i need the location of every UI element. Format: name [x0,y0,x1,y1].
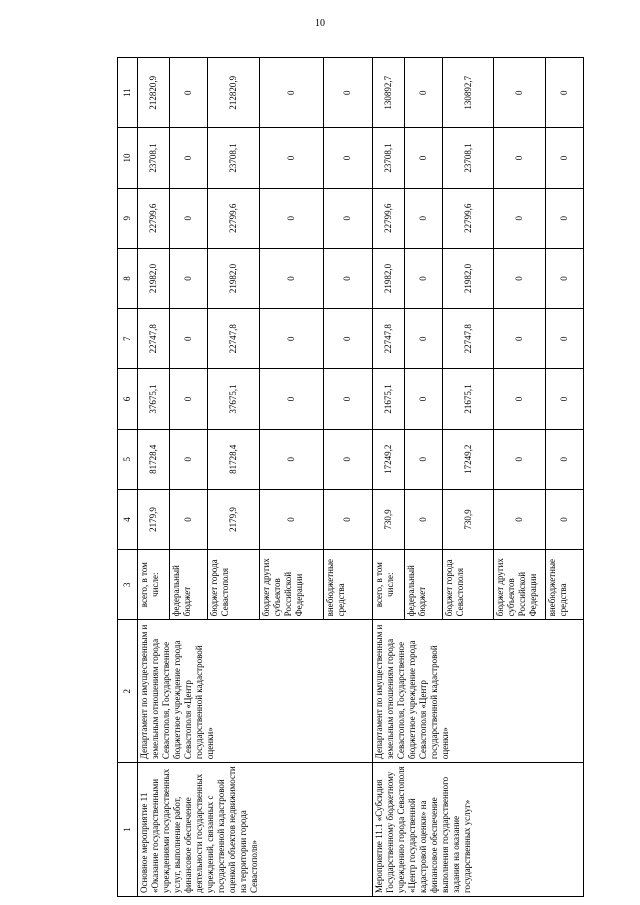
value-cell: 0 [259,248,323,308]
budget-table [117,57,584,897]
value-cell: 212820,9 [138,58,170,128]
value-cell: 0 [170,188,208,248]
value-cell: 0 [545,248,583,308]
column-header: 7 [118,309,138,369]
source-cell: бюджет города Севастополя [208,550,259,620]
page-number: 10 [315,18,325,29]
value-cell: 730,9 [443,489,494,549]
value-cell: 37675,1 [208,369,259,429]
value-cell: 0 [404,248,442,308]
value-cell: 0 [170,309,208,369]
value-cell: 22747,8 [372,309,404,369]
value-cell: 0 [494,248,545,308]
source-cell: внебюджетные средства [323,550,372,620]
value-cell: 0 [259,489,323,549]
column-header: 1 [118,763,138,897]
executor-cell: Департамент по имущественным и земельным отношениям города Севастополя, Государственное бюджетное учреждение города Севастополя «Центр государственной кадастровой оценки» [138,620,373,763]
value-cell: 0 [259,58,323,128]
value-cell: 17249,2 [372,429,404,489]
value-cell: 0 [170,128,208,188]
value-cell: 81728,4 [208,429,259,489]
value-cell: 0 [494,188,545,248]
value-cell: 130892,7 [372,58,404,128]
value-cell: 0 [404,369,442,429]
value-cell: 0 [545,58,583,128]
value-cell: 0 [170,58,208,128]
source-cell: всего, в том числе: [138,550,170,620]
value-cell: 0 [323,429,372,489]
value-cell: 22799,6 [372,188,404,248]
value-cell: 81728,4 [138,429,170,489]
source-cell: внебюджетные средства [545,550,583,620]
value-cell: 730,9 [372,489,404,549]
column-header: 2 [118,620,138,763]
column-header: 9 [118,188,138,248]
source-cell: бюджет других субъектов Российской Федерации [259,550,323,620]
value-cell: 0 [259,309,323,369]
value-cell: 23708,1 [372,128,404,188]
executor-cell: Департамент по имущественным и земельным отношениям города Севастополя, Государственное бюджетное учреждение города Севастополя «Центр государственной кадастровой оценки» [372,620,583,763]
source-cell: бюджет города Севастополя [443,550,494,620]
value-cell: 2179,9 [138,489,170,549]
value-cell: 23708,1 [138,128,170,188]
value-cell: 22799,6 [138,188,170,248]
value-cell: 21982,0 [443,248,494,308]
value-cell: 0 [323,309,372,369]
value-cell: 37675,1 [138,369,170,429]
value-cell: 0 [494,369,545,429]
rotated-table-container [117,57,584,897]
value-cell: 21982,0 [138,248,170,308]
value-cell: 22799,6 [443,188,494,248]
value-cell: 0 [323,489,372,549]
value-cell: 0 [494,128,545,188]
value-cell: 23708,1 [208,128,259,188]
source-cell: федеральный бюджет [170,550,208,620]
value-cell: 0 [170,369,208,429]
value-cell: 0 [170,248,208,308]
value-cell: 22747,8 [208,309,259,369]
value-cell: 0 [494,309,545,369]
value-cell: 0 [494,489,545,549]
value-cell: 0 [259,429,323,489]
value-cell: 23708,1 [443,128,494,188]
value-cell: 0 [259,369,323,429]
value-cell: 0 [323,248,372,308]
value-cell: 0 [323,188,372,248]
column-header: 8 [118,248,138,308]
value-cell: 22747,8 [443,309,494,369]
value-cell: 0 [404,58,442,128]
column-header: 11 [118,58,138,128]
value-cell: 2179,9 [208,489,259,549]
column-header: 6 [118,369,138,429]
value-cell: 0 [494,429,545,489]
column-header: 4 [118,489,138,549]
value-cell: 0 [494,58,545,128]
value-cell: 130892,7 [443,58,494,128]
value-cell: 0 [545,128,583,188]
value-cell: 22747,8 [138,309,170,369]
value-cell: 0 [259,188,323,248]
value-cell: 17249,2 [443,429,494,489]
value-cell: 21982,0 [208,248,259,308]
value-cell: 0 [170,429,208,489]
value-cell: 0 [404,429,442,489]
value-cell: 21982,0 [372,248,404,308]
source-cell: федеральный бюджет [404,550,442,620]
value-cell: 0 [323,369,372,429]
value-cell: 0 [404,128,442,188]
value-cell: 0 [323,58,372,128]
value-cell: 0 [545,369,583,429]
value-cell: 0 [323,128,372,188]
value-cell: 22799,6 [208,188,259,248]
value-cell: 21675,1 [372,369,404,429]
value-cell: 0 [545,429,583,489]
source-cell: бюджет других субъектов Российской Федерации [494,550,545,620]
value-cell: 212820,9 [208,58,259,128]
activity-cell: Основное мероприятие 11 «Оказание государственными учреждениями государственных услуг, выполнение работ, финансовое обеспечение деятельности государственных учреждений, связанных с государственной кадастровой оценкой объектов недвижимости на территории города Севастополя» [138,763,373,897]
source-cell: всего, в том числе: [372,550,404,620]
column-header: 3 [118,550,138,620]
table-row [138,58,170,897]
header-row [118,58,138,897]
activity-cell: Мероприятие 11.1 «Субсидия Государственному бюджетному учреждению города Севастополя «Центр государственной кадастровой оценки» на финансовое обеспечение выполнения государственного задания на оказание государственных услуг» [372,763,583,897]
value-cell: 0 [545,489,583,549]
column-header: 5 [118,429,138,489]
value-cell: 21675,1 [443,369,494,429]
value-cell: 0 [259,128,323,188]
column-header: 10 [118,128,138,188]
value-cell: 0 [170,489,208,549]
value-cell: 0 [404,188,442,248]
value-cell: 0 [545,309,583,369]
value-cell: 0 [404,309,442,369]
table-row [372,58,404,897]
value-cell: 0 [404,489,442,549]
value-cell: 0 [545,188,583,248]
